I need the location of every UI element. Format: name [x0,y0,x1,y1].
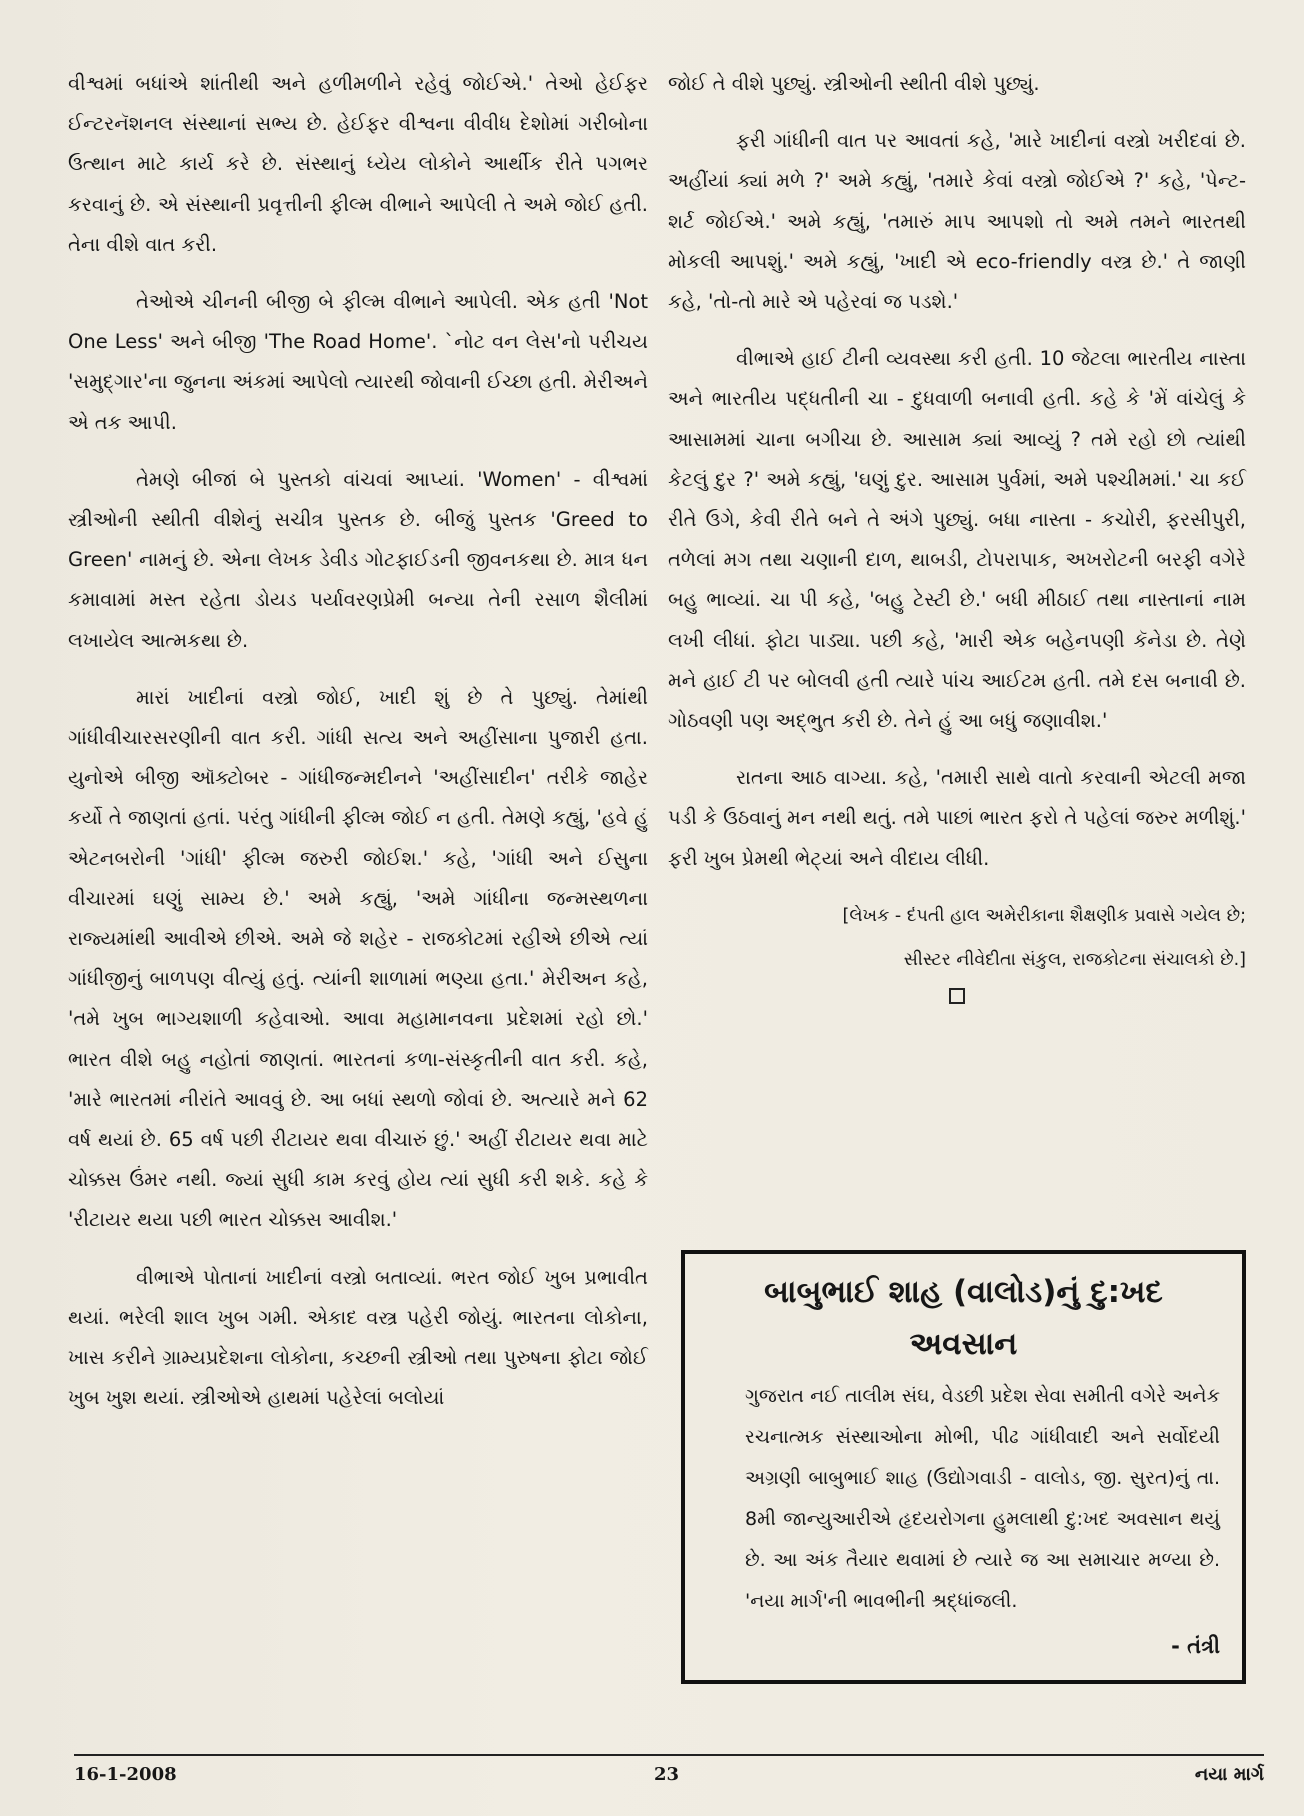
paragraph: મારાં ખાદીનાં વસ્ત્રો જોઈ, ખાદી શું છે તે પુછ્યું. તેમાંથી ગાંધીવીચારસરણીની વાત કરી. ગાંધી સત્ય અને અહીંસાના પુજારી હતા. યુનોએ બીજી ઑક્ટોબર - ગાંધીજન્મદીનને 'અહીંસાદીન' તરીકે જાહેર કર્યો તે જાણતાં હતાં. પરંતુ ગાંધીની ફીલ્મ જોઈ ન હતી. તેમણે કહ્યું, 'હવે હું એટનબરોની 'ગાંધી' ફીલ્મ જરુરી જોઈશ.' કહે, 'ગાંધી અને ઈસુના વીચારમાં ઘણું સામ્ય છે.' અમે કહ્યું, 'અમે ગાંધીના જન્મસ્થળના રાજ્યમાંથી આવીએ છીએ. અમે જે શહેર - રાજકોટમાં રહીએ છીએ ત્યાં ગાંધીજીનું બાળપણ વીત્યું હતું. ત્યાંની શાળામાં ભણ્યા હતા.' મેરીઅન કહે, 'તમે ખુબ ભાગ્યશાળી કહેવાઓ. આવા મહામાનવના પ્રદેશમાં રહો છો.' ભારત વીશે બહુ નહોતાં જાણતાં. ભારતનાં કળા-સંસ્કૃતીની વાત કરી. કહે, 'મારે ભારતમાં નીરાંતે આવવું છે. આ બધાં સ્થળો જોવાં છે. અત્યારે મને 62 વર્ષ થયાં છે. 65 વર્ષ પછી રીટાયર થવા વીચારું છું.' અહીં રીટાયર થવા માટે ચોક્કસ ઉંમર નથી. જ્યાં સુધી કામ કરવું હોય ત્યાં સુધી કરી શકે. કહે કે 'રીટાયર થયા પછી ભારત ચોક્કસ આવીશ.' [68,685,648,1232]
page-number: 23 [654,1764,680,1785]
left-column [68,64,648,1436]
paragraph: રાતના આઠ વાગ્યા. કહે, 'તમારી સાથે વાતો કરવાની એટલી મજા પડી કે ઉઠવાનું મન નથી થતું. તમે પાછાં ભારત ફરો તે પહેલાં જરુર મળીશું.' ફરી ખુબ પ્રેમથી ભેટ્યાં અને વીદાય લીધી. [668,766,1246,870]
obituary-title: બાબુભાઈ શાહ (વાલોડ)નું દુ:ખદ અવસાન [764,1274,1163,1362]
page-footer [74,1754,1264,1786]
paragraph: વીભાએ હાઈ ટીની વ્યવસ્થા કરી હતી. 10 જેટલા ભારતીય નાસ્તા અને ભારતીય પદ્ધતીની ચા - દુધવાળી બનાવી હતી. કહે કે 'મેં વાંચેલું કે આસામમાં ચાના બગીચા છે. આસામ ક્યાં આવ્યું ? તમે રહો છો ત્યાંથી કેટલું દુર ?' અમે કહ્યું, 'ઘણું દુર. આસામ પુર્વમાં, અમે પશ્ચીમમાં.' ચા કઈ રીતે ઉગે, કેવી રીતે બને તે અંગે પુછ્યું. બધા નાસ્તા - કચોરી, ફરસીપુરી, તળેલાં મગ તથા ચણાની દાળ, થાબડી, ટોપરાપાક, અખરોટની બરફી વગેરે બહુ ભાવ્યાં. ચા પી કહે, 'બહુ ટેસ્ટી છે.' બધી મીઠાઈ તથા નાસ્તાનાં નામ લખી લીધાં. ફોટા પાડ્યા. પછી કહે, 'મારી એક બહેનપણી કૅનેડા છે. તેણે મને હાઈ ટી પર બોલવી હતી ત્યારે પાંચ આઈટમ હતી. તમે દસ બનાવી છે. ગોઠવણી પણ અદ્‌ભુત કરી છે. તેને હું આ બધું જણાવીશ.' [668,347,1246,733]
magazine-name: નયા માર્ગ [1194,1764,1264,1785]
paragraph: તેઓએ ચીનની બીજી બે ફીલ્મ વીભાને આપેલી. એક હતી 'Not One Less' અને બીજી 'The Road Home'. `નોટ વન લેસ'નો પરીચય 'સમુદ્‌ગાર'ના જુનના અંકમાં આપેલો ત્યારથી જોવાની ઈચ્છા હતી. મેરીઅને એ તક આપી. [68,290,648,434]
paragraph: વીભાએ પોતાનાં ખાદીનાં વસ્ત્રો બતાવ્યાં. ભરત જોઈ ખુબ પ્રભાવીત થયાં. ભરેલી શાલ ખુબ ગમી. એકાદ વસ્ત્ર પહેરી જોયું. ભારતના લોકોના, ખાસ કરીને ગ્રામ્યપ્રદેશના લોકોના, કચ્છની સ્ત્રીઓ તથા પુરુષના ફોટા જોઈ ખુબ ખુશ થયાં. સ્ત્રીઓએ હાથમાં પહેરેલાં બલોયાં [68,1265,648,1410]
right-column [668,64,1246,1004]
obituary-box [681,1250,1246,1684]
paragraph: ફરી ગાંધીની વાત પર આવતાં કહે, 'મારે ખાદીનાં વસ્ત્રો ખરીદવાં છે. અહીંયાં ક્યાં મળે ?' અમે કહ્યું, 'તમારે કેવાં વસ્ત્રો જોઈએ ?' કહે, 'પેન્ટ-શર્ટ જોઈએ.' અમે કહ્યું, 'તમારું માપ આપશો તો અમે તમને ભારતથી મોકલી આપશું.' અમે કહ્યું, 'ખાદી એ eco-friendly વસ્ત્ર છે.' તે જાણી કહે, 'તો-તો મારે એ પહેરવાં જ પડશે.' [668,129,1246,314]
paragraph: વીશ્વમાં બધાંએ શાંતીથી અને હળીમળીને રહેવું જોઈએ.' તેઓ હેઈફર ઈન્ટરનૅશનલ સંસ્થાનાં સભ્ય છે. હેઈફર વીશ્વના વીવીધ દેશોમાં ગરીબોના ઉત્થાન માટે કાર્ય કરે છે. સંસ્થાનું ધ્યેય લોકોને આર્થીક રીતે પગભર કરવાનું છે. એ સંસ્થાની પ્રવૃત્તીની ફીલ્મ વીભાને આપેલી તે અમે જોઈ હતી. તેના વીશે વાત કરી. [68,72,648,256]
paragraph: જોઈ તે વીશે પુછ્યું. સ્ત્રીઓની સ્થીતી વીશે પુછ્યું. [668,72,1040,95]
author-note-line: [લેખક - દંપતી હાલ અમેરીકાના શૈક્ષણીક પ્રવાસે ગયેલ છે; [842,905,1246,926]
end-of-article-square-icon [949,988,965,1004]
obituary-body: ગુજરાત નઈ તાલીમ સંઘ, વેડછી પ્રદેશ સેવા સમીતી વગેરે અનેક રચનાત્મક સંસ્થાઓના મોભી, પીઢ ગાંધીવાદી અને સર્વોદયી અગ્રણી બાબુભાઈ શાહ (ઉદ્યોગવાડી - વાલોડ, જી. સુરત)નું તા. 8મી જાન્યુઆરીએ હૃદયરોગના હુમલાથી દુ:ખદ અવસાન થયું છે. આ અંક તૈયાર થવામાં છે ત્યારે જ આ સમાચાર મળ્યા છે. 'નયા માર્ગ'ની ભાવભીની શ્રદ્ધાંજલી. [745,1385,1220,1612]
paragraph: તેમણે બીજાં બે પુસ્તકો વાંચવાં આપ્યાં. 'Women' - વીશ્વમાં સ્ત્રીઓની સ્થીતી વીશેનું સચીત્ર પુસ્તક છે. બીજું પુસ્તક 'Greed to Green' નામનું છે. એના લેખક ડેવીડ ગોટફાઈડની જીવનકથા છે. માત્ર ધન કમાવામાં મસ્ત રહેતા ડોયડ પર્યાવરણપ્રેમી બન્યા તેની રસાળ શૈલીમાં લખાયેલ આત્મકથા છે. [68,467,648,652]
author-note-line: સીસ્ટર નીવેદીતા સંકુલ, રાજકોટના સંચાલકો છે.] [903,949,1246,970]
obituary-signature: - તંત્રી [1171,1634,1220,1658]
issue-date: 16-1-2008 [74,1764,177,1785]
